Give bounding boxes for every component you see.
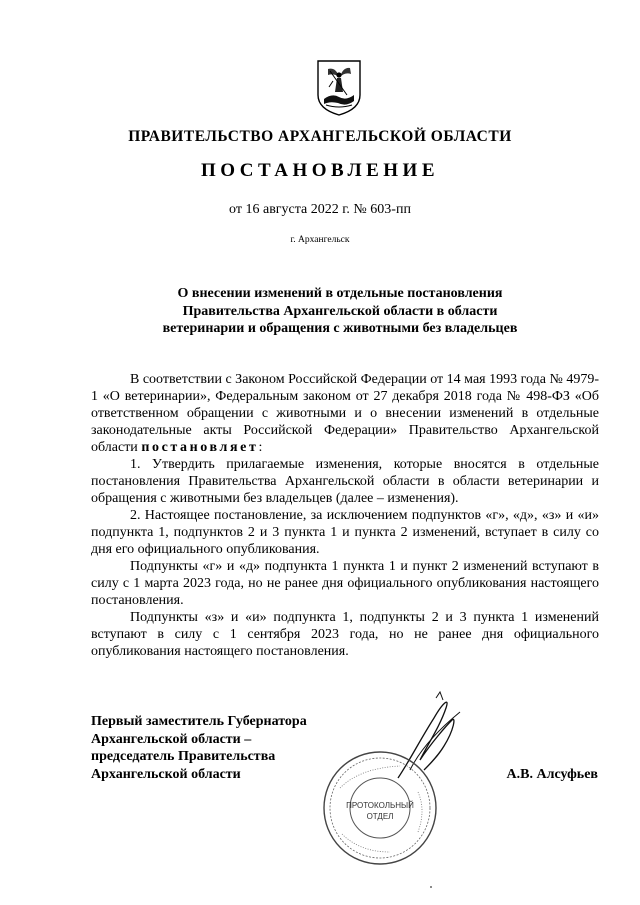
subject-line: Правительства Архангельской области в области [182, 303, 498, 319]
decree-colon: : [258, 440, 263, 455]
seal-center-text-1: ПРОТОКОЛЬНЫЙ [346, 801, 414, 810]
document-date-number: от 16 августа 2022 г. № 603-пп [229, 202, 411, 217]
item-2-paragraph: 2. Настоящее постановление, за исключением подпунктов «г», «д», «з» и «и» подпункта 1, подпунктов 2 и 3 пункта 1 и пункта 2 изменений, вступает в силу со дня его официального опубликования. [91, 508, 599, 557]
effective-date-paragraph-2: Подпункты «з» и «и» подпункта 1, подпункты 2 и 3 пункта 1 изменений вступают в силу с 1 сентября 2023 года, но не ранее дня официального опубликования настоящего постановления. [91, 610, 599, 659]
effective-date-paragraph-1: Подпункты «г» и «д» подпункта 1 пункта 1 и пункт 2 изменений вступают в силу с 1 марта 2023 года, но не ранее дня официального опубликования настоящего постановления. [91, 559, 599, 608]
coat-of-arms-emblem [316, 59, 362, 117]
signer-position-line: Первый заместитель Губернатора [91, 714, 307, 729]
document-type: ПОСТАНОВЛЕНИЕ [200, 160, 440, 181]
document-body [91, 371, 599, 660]
signer-name: А.В. Алсуфьев [506, 767, 598, 782]
decree-word: постановляет [141, 440, 259, 455]
document-city: г. Архангельск [290, 235, 350, 245]
subject-line: ветеринарии и обращения с животными без владельцев [162, 321, 518, 336]
preamble-text: В соответствии с Законом Российской Федерации от 14 мая 1993 года № 4979-1 «О ветеринарии», Федеральным законом от 27 декабря 2018 года № 498-ФЗ «Об ответственном обращении с животными и о внесении изменений в отдельные законодательные акты Российской Федерации» Правительство Архангельской области [91, 372, 599, 455]
government-title: ПРАВИТЕЛЬСТВО АРХАНГЕЛЬСКОЙ ОБЛАСТИ [128, 128, 512, 145]
scan-speck [430, 886, 432, 888]
subject-line: О внесении изменений в отдельные постановления [177, 286, 503, 301]
item-1-paragraph: 1. Утвердить прилагаемые изменения, которые вносятся в отдельные постановления Правительства Архангельской области в области ветеринарии и обращения с животными без владельцев (далее – изменения). [91, 457, 599, 506]
signer-position-line: председатель Правительства [91, 749, 276, 764]
preamble-paragraph [91, 371, 599, 456]
seal-center-text-2: ОТДЕЛ [366, 812, 394, 821]
signer-position-line: Архангельской области [91, 766, 241, 782]
signer-position-line: Архангельской области – [91, 731, 252, 747]
document-subject [90, 285, 590, 338]
signer-position [91, 713, 351, 783]
official-seal [320, 748, 440, 868]
